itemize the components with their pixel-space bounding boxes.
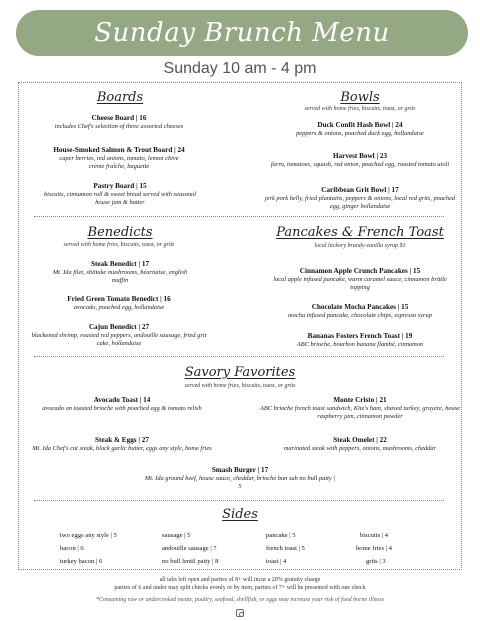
- item-desc: includes Chef's selection of three assorted cheeses: [54, 123, 184, 130]
- item-desc: Mt. Ida ground beef, house sauce, cheddar, brioche bun sub no bull patty | 5: [144, 475, 336, 490]
- item-name: Smash Burger | 17: [211, 466, 269, 474]
- side-item: toast | 4: [266, 558, 287, 565]
- menu-item: [262, 186, 458, 211]
- item-desc: avocado, poached egg, hollandaise: [73, 304, 165, 311]
- title-banner: [16, 10, 468, 56]
- item-name: Cheese Board | 16: [91, 114, 147, 122]
- service-hours: Sunday 10 am - 4 pm: [163, 60, 317, 77]
- menu-item: [262, 332, 458, 349]
- section-divider: [34, 356, 444, 357]
- side-item: home fries | 4: [356, 545, 392, 552]
- item-name: Avocado Toast | 14: [93, 396, 151, 404]
- menu-item: [262, 303, 458, 320]
- side-item: pancake | 5: [266, 532, 296, 539]
- item-desc: Mt. Ida filet, shiitake mushrooms, béarnaise, english muffin: [52, 269, 188, 284]
- item-name: Harvest Bowl | 23: [332, 152, 388, 160]
- consumption-warning: *Consuming raw or undercooked meats, poultry, seafood, shellfish, or eggs may increase your risk of food borne illness: [95, 597, 385, 603]
- menu-item: [30, 182, 210, 207]
- section-title-pancakes: Pancakes & French Toast: [276, 225, 444, 240]
- menu-item: [262, 152, 458, 169]
- item-desc: farro, tomatoes, squash, red onion, poached egg, roasted tomato aioli: [270, 161, 450, 168]
- item-name: Pastry Board | 15: [93, 182, 147, 190]
- menu-item: [130, 466, 350, 491]
- item-name: Bananas Fosters French Toast | 19: [307, 332, 413, 340]
- item-name: Fried Green Tomato Benedict | 16: [67, 295, 171, 303]
- menu-item: [30, 260, 210, 285]
- menu-item: [24, 114, 214, 131]
- item-name: Steak Benedict | 17: [90, 260, 150, 268]
- item-desc: avocado on toasted brioche with poached egg & tomato relish: [42, 405, 202, 412]
- instagram-icon[interactable]: [236, 609, 244, 617]
- item-desc: marinated steak with peppers, onions, mushrooms, cheddar: [283, 445, 437, 452]
- menu-item: [24, 295, 214, 312]
- item-desc: blackened shrimp, roasted red peppers, andouille sausage, fried grit cake, hollandaise: [31, 332, 207, 347]
- menu-item: [258, 396, 462, 421]
- split-check-note: parties of 6 and under may split checks evenly or by item, parties of 7+ will be presented with one check: [114, 585, 366, 591]
- item-name: Steak & Eggs | 27: [95, 436, 149, 444]
- item-name: House-Smoked Salmon & Trout Board | 24: [53, 146, 185, 154]
- menu-item: [262, 436, 458, 453]
- menu-item: [262, 121, 458, 138]
- section-title-savory: Savory Favorites: [184, 365, 296, 380]
- section-divider: [34, 216, 444, 217]
- item-desc: caper berries, red onions, tomato, lemon chive crème fraîche, baguette: [59, 155, 179, 170]
- item-desc: ABC brioche, bourbon banana flambé, cinnamon: [296, 341, 424, 348]
- gratuity-note: all tabs left open and parties of 8+ will incur a 20% gratuity charge: [159, 577, 321, 583]
- item-desc: peppers & onions, poached duck egg, hollandaise: [296, 130, 424, 137]
- item-desc: Mt. Ida Chef's cut steak, black garlic butter, eggs any style, home fries: [32, 445, 212, 452]
- item-name: Chocolate Mocha Pancakes | 15: [311, 303, 409, 311]
- side-item: no bull lentil patty | 8: [162, 558, 219, 565]
- item-desc: mocha infused pancake, chocolate chips, espresso syrup: [288, 312, 432, 319]
- item-desc: local apple infused pancake, warm caramel sauce, cinnamon brittle topping: [273, 276, 447, 291]
- item-desc: jerk pork belly, fried plantains, peppers & onions, local red grits, poached egg, ginger hollandaise: [264, 195, 456, 210]
- item-name: Cajun Benedict | 27: [88, 323, 150, 331]
- side-item: french toast | 5: [266, 545, 305, 552]
- menu-item: [24, 396, 220, 413]
- section-title-boards: Boards: [96, 90, 144, 105]
- menu-item: [262, 267, 458, 292]
- item-name: Cinnamon Apple Crunch Pancakes | 15: [299, 267, 421, 275]
- menu-item: [24, 436, 220, 453]
- side-item: turkey bacon | 6: [60, 558, 103, 565]
- section-note-bowls: served with home fries, biscuits, toast, or grits: [304, 106, 416, 112]
- section-title-benedicts: Benedicts: [87, 225, 153, 240]
- section-note-benedicts: served with home fries, biscuits, toast, or grits: [63, 242, 175, 248]
- side-item: sausage | 5: [162, 532, 191, 539]
- item-name: Steak Omelet | 22: [333, 436, 387, 444]
- side-item: biscuits | 4: [360, 532, 389, 539]
- item-desc: biscuits, cinnamon roll & sweet bread served with seasonal house jam & butter: [43, 191, 196, 206]
- section-note-savory: served with home fries, biscuits, toast, or grits: [184, 383, 296, 389]
- menu-item: [24, 323, 214, 348]
- side-item: andouille sausage | 7: [162, 545, 217, 552]
- item-name: Duck Confit Hash Bowl | 24: [317, 121, 403, 129]
- side-item: bacon | 6: [60, 545, 84, 552]
- section-divider: [34, 500, 444, 501]
- menu-item: [22, 146, 216, 171]
- section-title-sides: Sides: [222, 507, 258, 522]
- side-item: grits | 3: [366, 558, 386, 565]
- section-title-bowls: Bowls: [340, 90, 380, 105]
- menu-title: Sunday Brunch Menu: [94, 18, 390, 48]
- side-item: two eggs any style | 5: [60, 532, 117, 539]
- item-name: Caribbean Grit Bowl | 17: [321, 186, 399, 194]
- section-note-pancakes: local hickory brandy-vanilla syrup $3: [314, 243, 406, 249]
- item-name: Monte Cristo | 21: [333, 396, 387, 404]
- item-desc: ABC brioche french toast sandwich, Kite's ham, shaved turkey, gruyere, house raspberry jam, cinnamon powder: [259, 405, 461, 420]
